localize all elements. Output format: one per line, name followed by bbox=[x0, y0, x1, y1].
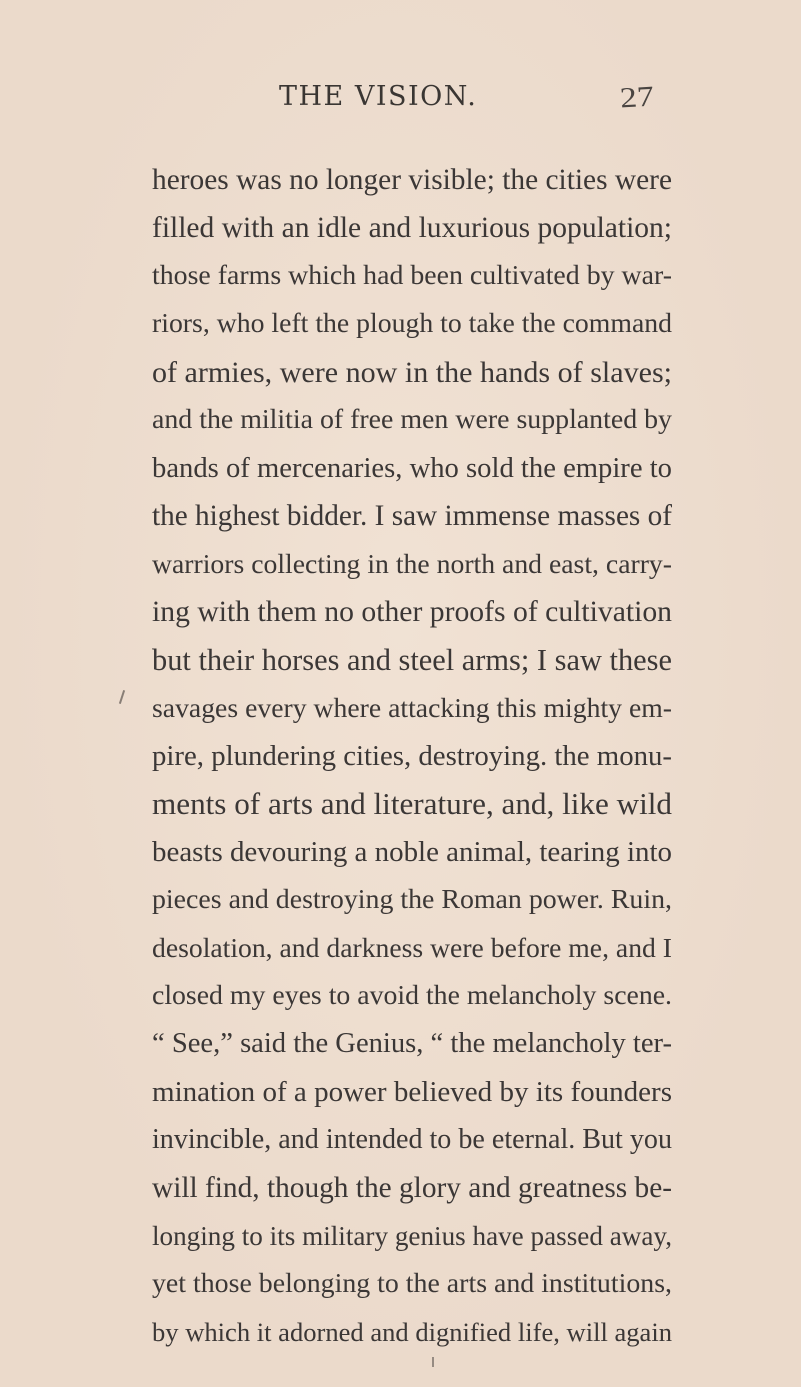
text-line: pieces and destroying the Roman power. Ruin, bbox=[152, 884, 672, 915]
text-line: ing with them no other proofs of cultivation bbox=[152, 596, 672, 628]
text-line: warriors collecting in the north and east, carry- bbox=[152, 548, 672, 579]
text-line: heroes was no longer visible; the cities were bbox=[152, 164, 672, 196]
text-line: riors, who left the plough to take the command bbox=[152, 308, 672, 339]
text-line: by which it adorned and dignified life, will again bbox=[152, 1317, 672, 1347]
text-line: “ See,” said the Genius, “ the melancholy ter- bbox=[152, 1028, 672, 1059]
margin-mark bbox=[119, 690, 125, 704]
text-line: longing to its military genius have passed away, bbox=[152, 1221, 672, 1251]
page-number: 27 bbox=[618, 80, 656, 115]
text-line: mination of a power believed by its founders bbox=[152, 1076, 672, 1108]
text-line: will find, though the glory and greatness be- bbox=[152, 1172, 672, 1204]
text-line: yet those belonging to the arts and institutions, bbox=[152, 1268, 672, 1299]
text-line: desolation, and darkness were before me, and I bbox=[152, 932, 672, 963]
running-title: THE VISION. bbox=[279, 81, 478, 112]
text-line: bands of mercenaries, who sold the empire to bbox=[152, 452, 672, 484]
text-line: of armies, were now in the hands of slaves; bbox=[152, 355, 672, 389]
text-line: pire, plundering cities, destroying. the monu- bbox=[152, 740, 672, 772]
paper-speck bbox=[432, 1357, 434, 1367]
text-line: but their horses and steel arms; I saw these bbox=[152, 643, 672, 677]
running-head bbox=[0, 81, 801, 121]
text-line: beasts devouring a noble animal, tearing into bbox=[152, 836, 672, 868]
text-line: ments of arts and literature, and, like wild bbox=[152, 786, 672, 821]
text-line: closed my eyes to avoid the melancholy scene. bbox=[152, 980, 672, 1011]
text-line: the highest bidder. I saw immense masses of bbox=[152, 500, 672, 532]
text-line: invincible, and intended to be eternal. But you bbox=[152, 1124, 672, 1155]
text-line: those farms which had been cultivated by war- bbox=[152, 260, 672, 291]
text-line: and the militia of free men were supplanted by bbox=[152, 404, 672, 435]
text-line: filled with an idle and luxurious population; bbox=[152, 212, 672, 244]
text-line: savages every where attacking this mighty em- bbox=[152, 692, 672, 723]
